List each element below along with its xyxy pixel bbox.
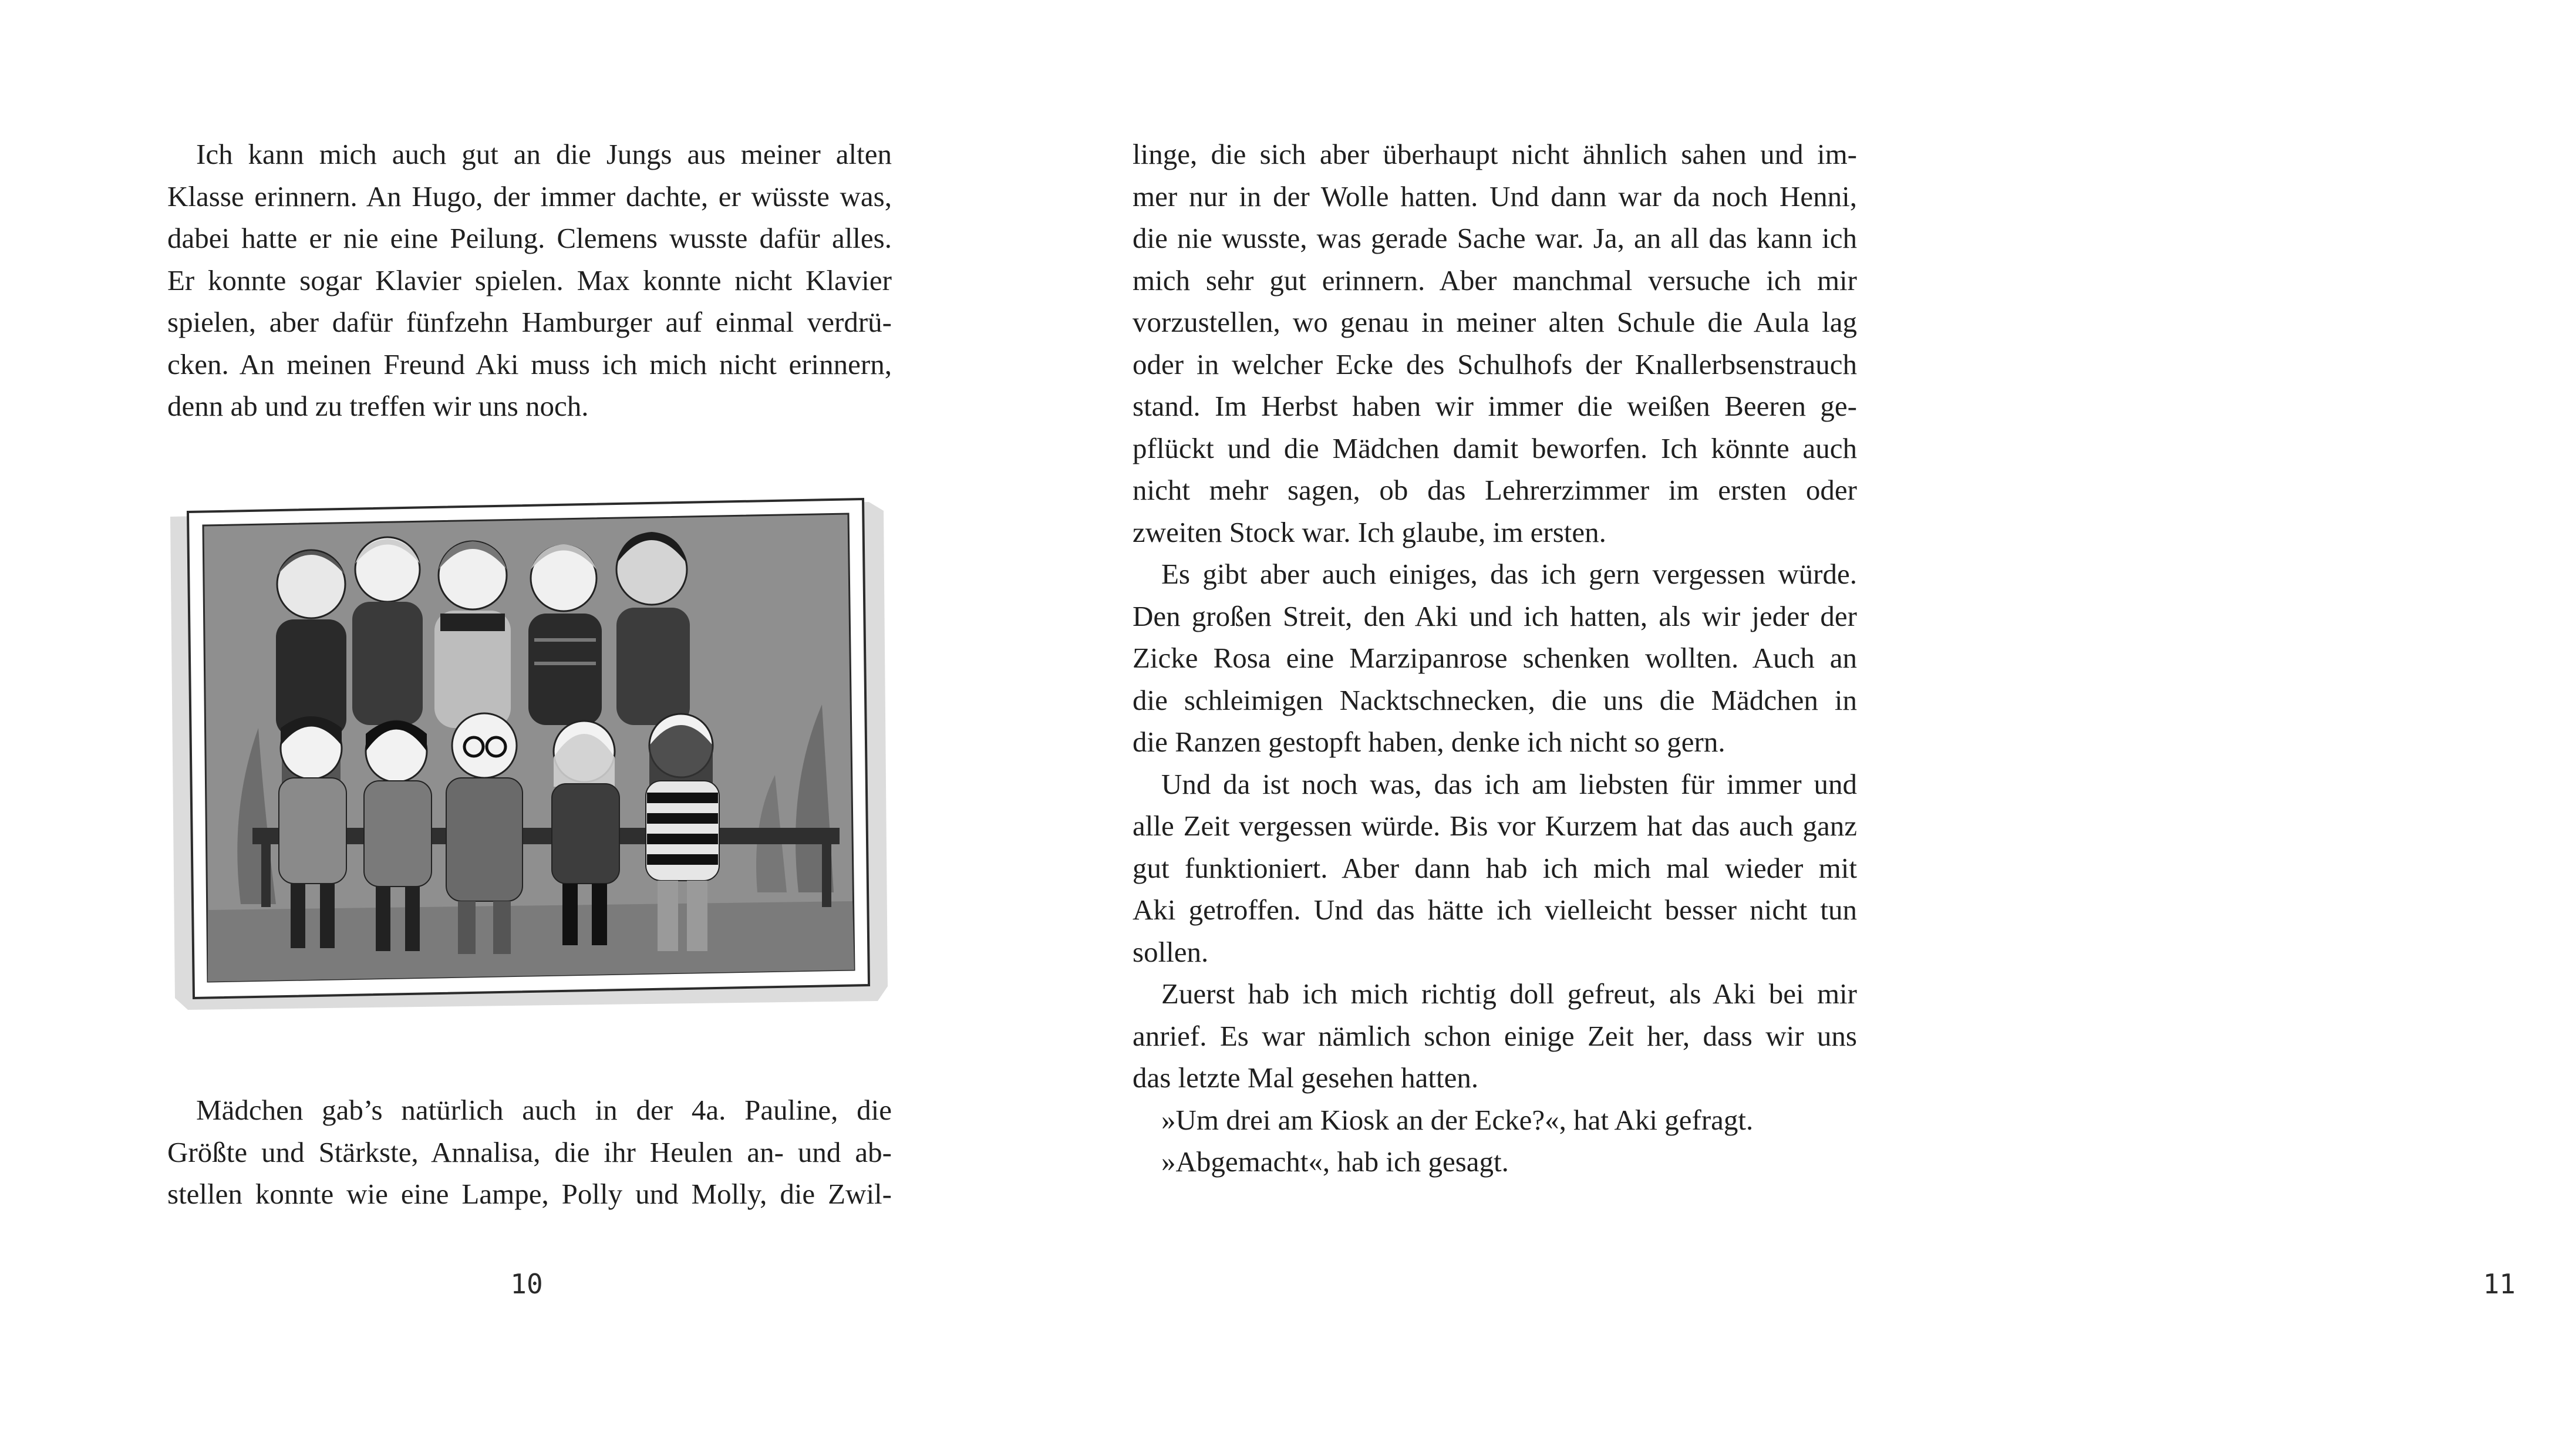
left-paragraph-1 bbox=[167, 133, 892, 427]
text-line: zweiten Stock war. Ich glaube, im ersten. bbox=[1133, 515, 1606, 548]
text-line: Mädchen gab’s natürlich auch in der 4a. Pauline, die bbox=[196, 1094, 892, 1126]
text-line: sollen. bbox=[1133, 935, 1209, 968]
text-line: vorzustellen, wo genau in meiner alten Schule die Aula lag bbox=[1133, 306, 1857, 338]
text-line: »Um drei am Kiosk an der Ecke?«, hat Aki gefragt. bbox=[1161, 1103, 1754, 1136]
text-line: »Abgemacht«, hab ich gesagt. bbox=[1161, 1145, 1509, 1178]
text-line: gut funktioniert. Aber dann hab ich mich mal wieder mit bbox=[1133, 851, 1857, 884]
text-line: die schleimigen Nacktschnecken, die uns die Mädchen in bbox=[1133, 683, 1857, 716]
text-line: mich sehr gut erinnern. Aber manchmal versuche ich mir bbox=[1133, 264, 1857, 296]
text-line: pflückt und die Mädchen damit beworfen. Ich könnte auch bbox=[1133, 432, 1857, 464]
text-line: Und da ist noch was, das ich am liebsten für immer und bbox=[1161, 767, 1857, 800]
text-line: Größte und Stärkste, Annalisa, die ihr Heulen an- und ab- bbox=[167, 1135, 892, 1168]
text-line: anrief. Es war nämlich schon einige Zeit her, dass wir uns bbox=[1133, 1019, 1857, 1052]
page-number-right: 11 bbox=[2483, 1268, 2516, 1300]
text-line: denn ab und zu treffen wir uns noch. bbox=[167, 390, 589, 422]
text-line: dabei hatte er nie eine Peilung. Clemens wusste dafür alles. bbox=[167, 222, 892, 254]
right-text-block bbox=[1133, 133, 1857, 1183]
text-line: Zicke Rosa eine Marzipanrose schenken wollten. Auch an bbox=[1133, 642, 1857, 674]
text-line: spielen, aber dafür fünfzehn Hamburger auf einmal verdrü- bbox=[167, 306, 892, 338]
text-line: alle Zeit vergessen würde. Bis vor Kurzem hat das auch ganz bbox=[1133, 810, 1857, 842]
text-line: Ich kann mich auch gut an die Jungs aus meiner alten bbox=[196, 138, 892, 170]
text-line: mer nur in der Wolle hatten. Und dann war da noch Henni, bbox=[1133, 180, 1857, 213]
text-line: stellen konnte wie eine Lampe, Polly und Molly, die Zwil- bbox=[167, 1178, 892, 1210]
text-line: Zuerst hab ich mich richtig doll gefreut, als Aki bei mir bbox=[1161, 978, 1857, 1010]
text-line: Er konnte sogar Klavier spielen. Max konnte nicht Klavier bbox=[167, 264, 892, 296]
text-line: Es gibt aber auch einiges, das ich gern vergessen würde. bbox=[1161, 558, 1857, 590]
text-line: die Ranzen gestopft haben, denke ich nicht so gern. bbox=[1133, 726, 1725, 758]
text-line: cken. An meinen Freund Aki muss ich mich nicht erinnern, bbox=[167, 348, 892, 380]
text-line: das letzte Mal gesehen hatten. bbox=[1133, 1061, 1479, 1094]
text-line: linge, die sich aber überhaupt nicht ähnlich sahen und im- bbox=[1133, 138, 1857, 170]
text-line: nicht mehr sagen, ob das Lehrerzimmer im ersten oder bbox=[1133, 474, 1857, 506]
text-line: die nie wusste, was gerade Sache war. Ja, an all das kann ich bbox=[1133, 222, 1857, 254]
text-line: Aki getroffen. Und das hätte ich vielleicht besser nicht tun bbox=[1133, 894, 1857, 926]
left-page bbox=[0, 0, 1005, 1456]
page-number-left: 10 bbox=[510, 1268, 543, 1300]
class-photo-illustration bbox=[164, 481, 933, 1019]
right-page bbox=[1005, 0, 2516, 1456]
text-line: stand. Im Herbst haben wir immer die weißen Beeren ge- bbox=[1133, 390, 1857, 422]
left-paragraph-2 bbox=[167, 1089, 892, 1215]
text-line: oder in welcher Ecke des Schulhofs der Knallerbsenstrauch bbox=[1133, 348, 1857, 380]
text-line: Klasse erinnern. An Hugo, der immer dachte, er wüsste was, bbox=[167, 180, 892, 213]
text-line: Den großen Streit, den Aki und ich hatten, als wir jeder der bbox=[1133, 599, 1857, 632]
